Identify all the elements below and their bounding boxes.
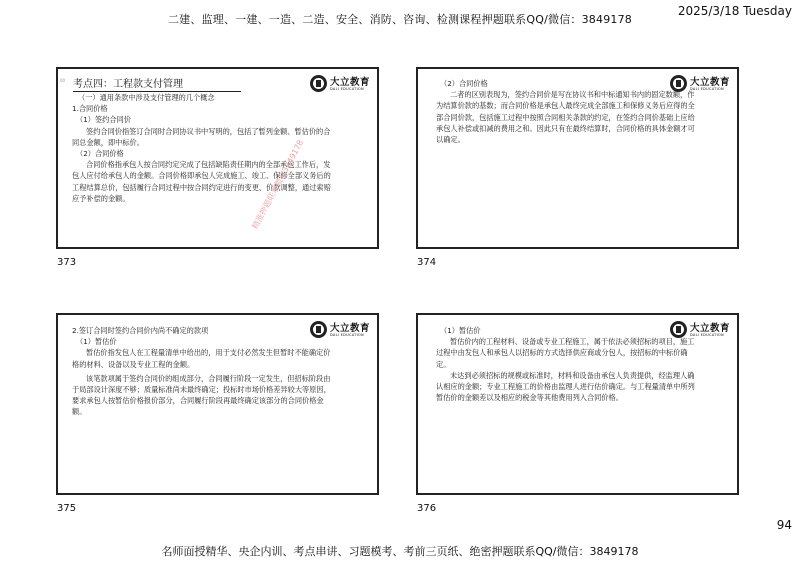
slide-375 [56,313,379,495]
slide-number: 374 [417,257,437,268]
slide-376 [416,313,739,495]
slide-line: （1）签约合同价 [76,115,131,125]
logo-subtitle: DALI EDUCATION [690,333,724,337]
slide-line: 该笔款项属于签约合同价的组成部分，合同履行阶段一定发生，但招标阶段由于局部设计深度不够；质量标准尚未最终确定；投标时市场价格差异较大等原因，要求承包人按暂估价格报价部分，合同履行阶段再最终确定该部分的合同价格金额。 [72,373,331,417]
slide-line: 暂估价指发包人在工程量清单中给出的，用于支付必然发生但暂时不能确定价格的材料、设备以及专业工程的金额。 [72,348,331,369]
slide-body [72,325,337,418]
logo-name: 大立教育 [330,323,371,334]
slide-373 [56,67,379,249]
slide-line: （1）暂估价 [76,337,117,347]
slide-374 [416,67,739,249]
slide-line: 未达到必须招标的规模或标准时，材料和设备由承包人负责提供，经监理人确认相应的金额；专业工程施工的价格由监理人进行估价确定。与工程量清单中所列暂估价的金额差以及相应的税金等其他费用列入合同价格。 [436,370,695,403]
slide-line: 暂估价内的工程材料、设备或专业工程施工，属于依法必须招标的项目，施工过程中由发包人和承包人以招标的方式选择供应商或分包人，按招标的中标价确定。 [436,337,695,369]
logo-subtitle: DALI EDUCATION [690,87,724,91]
header-date: 2025/3/18 Tuesday [677,4,792,18]
slide-number: 375 [57,503,77,514]
logo-name: 大立教育 [690,323,731,334]
slide-number: 373 [57,257,77,268]
page-header-banner: 二建、监理、一建、一造、二造、安全、消防、咨询、检测课程押题联系QQ/微信：3849178 [167,13,632,26]
slide-line: （2）合同价格 [440,79,488,88]
logo-name: 大立教育 [690,77,731,88]
slide-title: 考点四：工程款支付管理 [73,75,241,92]
logo-name: 大立教育 [330,77,371,88]
slide-body [436,325,697,403]
watermark: 精准押题联系微信3849178 [250,138,306,231]
slide-body [436,78,697,145]
slide-line: 1.合同价格 [72,104,108,114]
logo-subtitle: DALI EDUCATION [330,87,364,91]
slide-line: 签约合同价指签订合同时合同协议书中写明的，包括了暂列金额、暂估价的合同总金额，即中标价。 [72,126,331,147]
logo-subtitle: DALI EDUCATION [330,333,364,337]
slide-number: 376 [417,503,437,514]
page-number: 94 [776,518,792,532]
slide-line: 二者的区别表现为，签约合同价是写在协议书和中标通知书内的固定数额，作为结算价款的基数；而合同价格是承包人最终完成全部施工和保修义务后应得的全部合同价款，包括施工过程中按照合同相关条款的约定，在签约合同价基础上应给承包人补偿或扣减的费用之和。因此只有在最终结算时，合同价格的具体金额才可以确定。 [436,90,695,145]
slide-line: 合同价格指承包人按合同约定完成了包括缺陷责任期内的全部承包工作后，发包人应付给承包人的金额。合同价格即承包人完成施工、竣工、保修全部义务后的工程结算总价，包括履行合同过程中按合同约定进行的变更、价款调整，通过索赔应予补偿的金额。 [72,160,331,203]
slide-tag: 00 [60,78,66,83]
dali-logo-icon [310,75,327,92]
slide-line: （一）通用条款中涉及支付管理的几个概念 [78,93,215,102]
page-footer-banner: 名师面授精华、央企内训、考点串讲、习题模考、考前三页纸、绝密押题联系QQ/微信：3849178 [161,545,639,558]
slide-line: （1）暂估价 [440,326,481,335]
slide-line: （2）合同价格 [76,149,124,159]
slide-line: 2.签订合同时签约合同价内尚不确定的款项 [72,326,209,335]
